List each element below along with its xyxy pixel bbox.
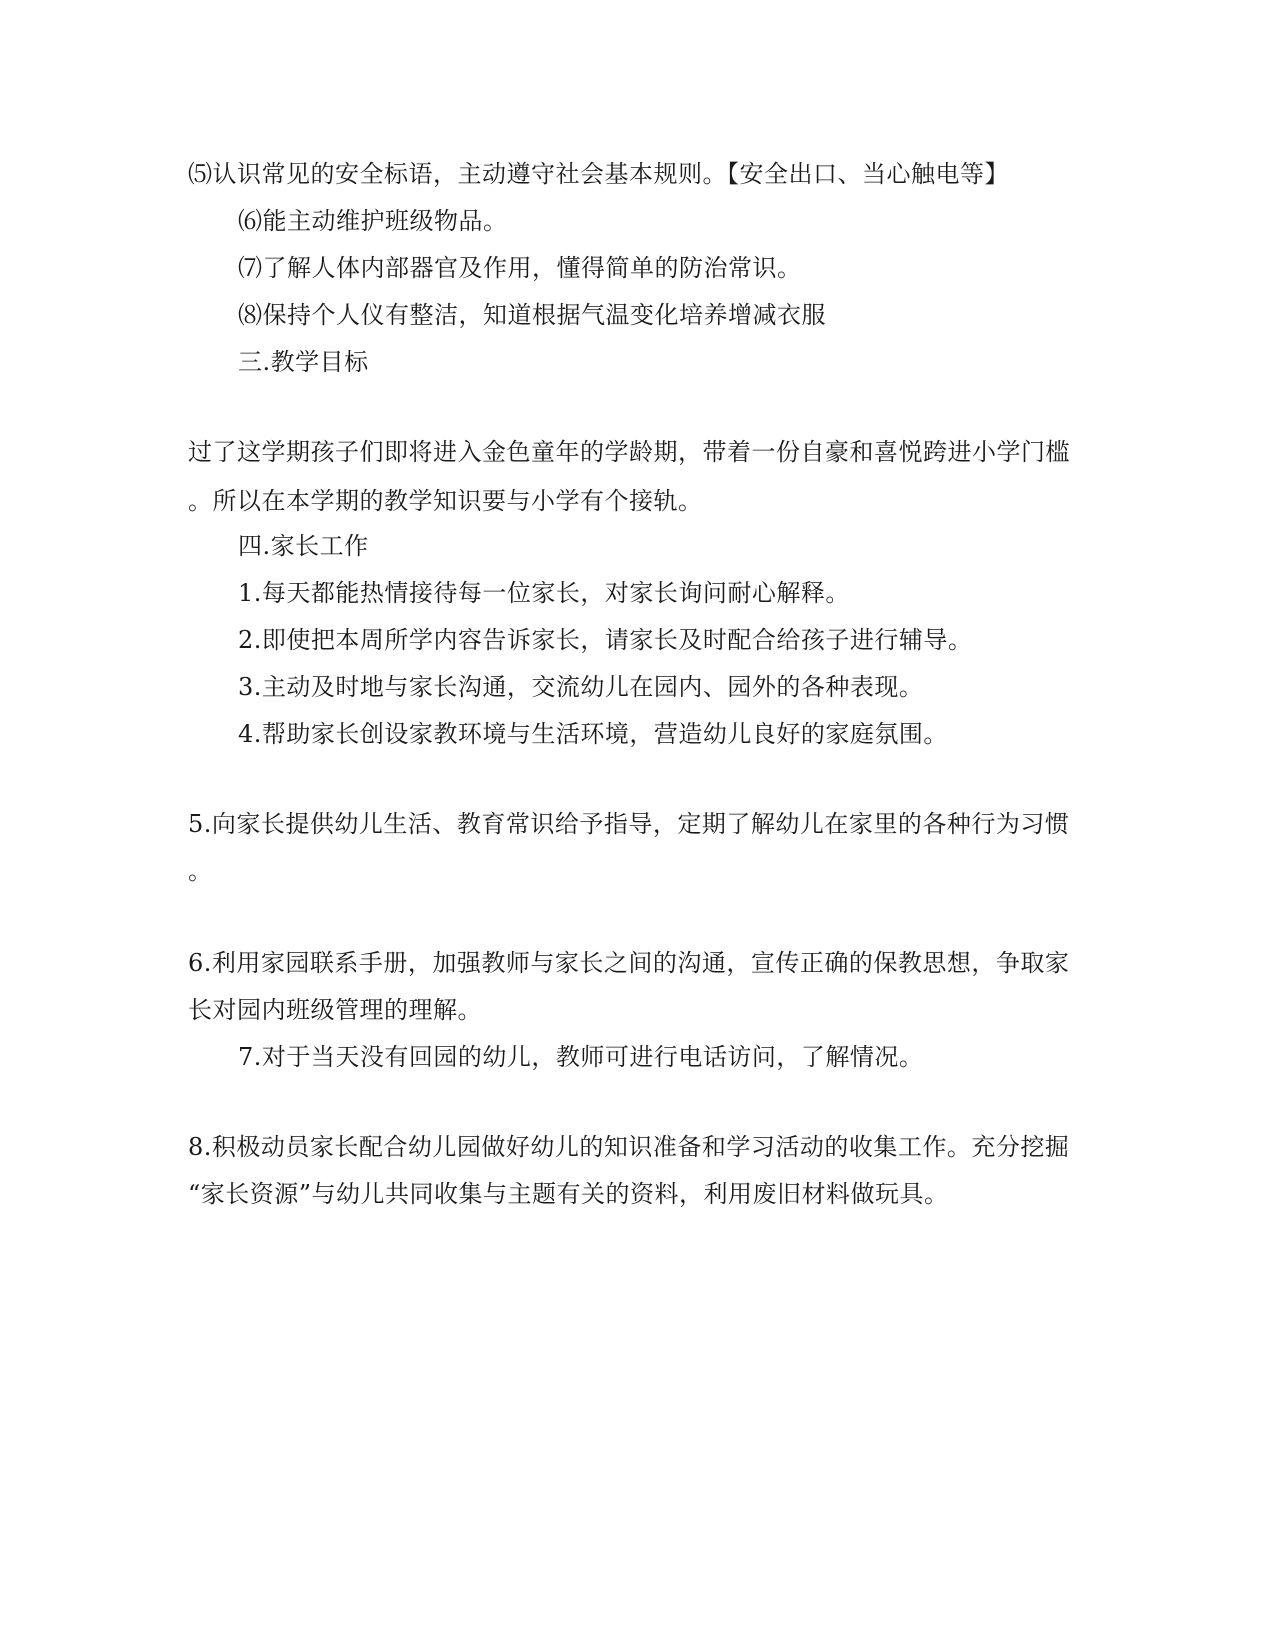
- parent-work-item-2: 2.即使把本周所学内容告诉家长，请家长及时配合给孩子进行辅导。: [238, 626, 973, 654]
- parent-work-item-3: 3.主动及时地与家长沟通，交流幼儿在园内、园外的各种表现。: [238, 673, 924, 701]
- safety-item-7: ⑺了解人体内部器官及作用，懂得简单的防治常识。: [238, 254, 802, 282]
- safety-item-5: ⑸认识常见的安全标语，主动遵守社会基本规则。【安全出口、当心触电等】: [188, 160, 1009, 188]
- section-4-heading: 四.家长工作: [238, 532, 369, 560]
- parent-work-item-6-line-2: 长对园内班级管理的理解。: [188, 996, 482, 1024]
- safety-item-6: ⑹能主动维护班级物品。: [238, 207, 508, 235]
- parent-work-item-8-line-1: 8.积极动员家长配合幼儿园做好幼儿的知识准备和学习活动的收集工作。充分挖掘: [188, 1133, 1070, 1161]
- section-3-paragraph-line-1: 过了这学期孩子们即将进入金色童年的学龄期，带着一份自豪和喜悦跨进小学门槛: [188, 438, 1070, 466]
- parent-work-item-8-line-2: “家长资源”与幼儿共同收集与主题有关的资料，利用废旧材料做玩具。: [188, 1180, 949, 1208]
- parent-work-item-1: 1.每天都能热情接待每一位家长，对家长询问耐心解释。: [238, 579, 850, 607]
- parent-work-item-7: 7.对于当天没有回园的幼儿，教师可进行电话访问，了解情况。: [238, 1043, 924, 1071]
- section-3-heading: 三.教学目标: [238, 348, 369, 376]
- parent-work-item-5-line-1: 5.向家长提供幼儿生活、教育常识给予指导，定期了解幼儿在家里的各种行为习惯: [188, 810, 1070, 838]
- parent-work-item-6-line-1: 6.利用家园联系手册，加强教师与家长之间的沟通，宣传正确的保教思想，争取家: [188, 949, 1070, 977]
- parent-work-item-5-line-2: 。: [188, 857, 213, 885]
- section-3-paragraph-line-2: 。所以在本学期的教学知识要与小学有个接轨。: [188, 487, 703, 515]
- safety-item-8: ⑻保持个人仪有整洁，知道根据气温变化培养增减衣服: [238, 301, 826, 329]
- parent-work-item-4: 4.帮助家长创设家教环境与生活环境，营造幼儿良好的家庭氛围。: [238, 720, 948, 748]
